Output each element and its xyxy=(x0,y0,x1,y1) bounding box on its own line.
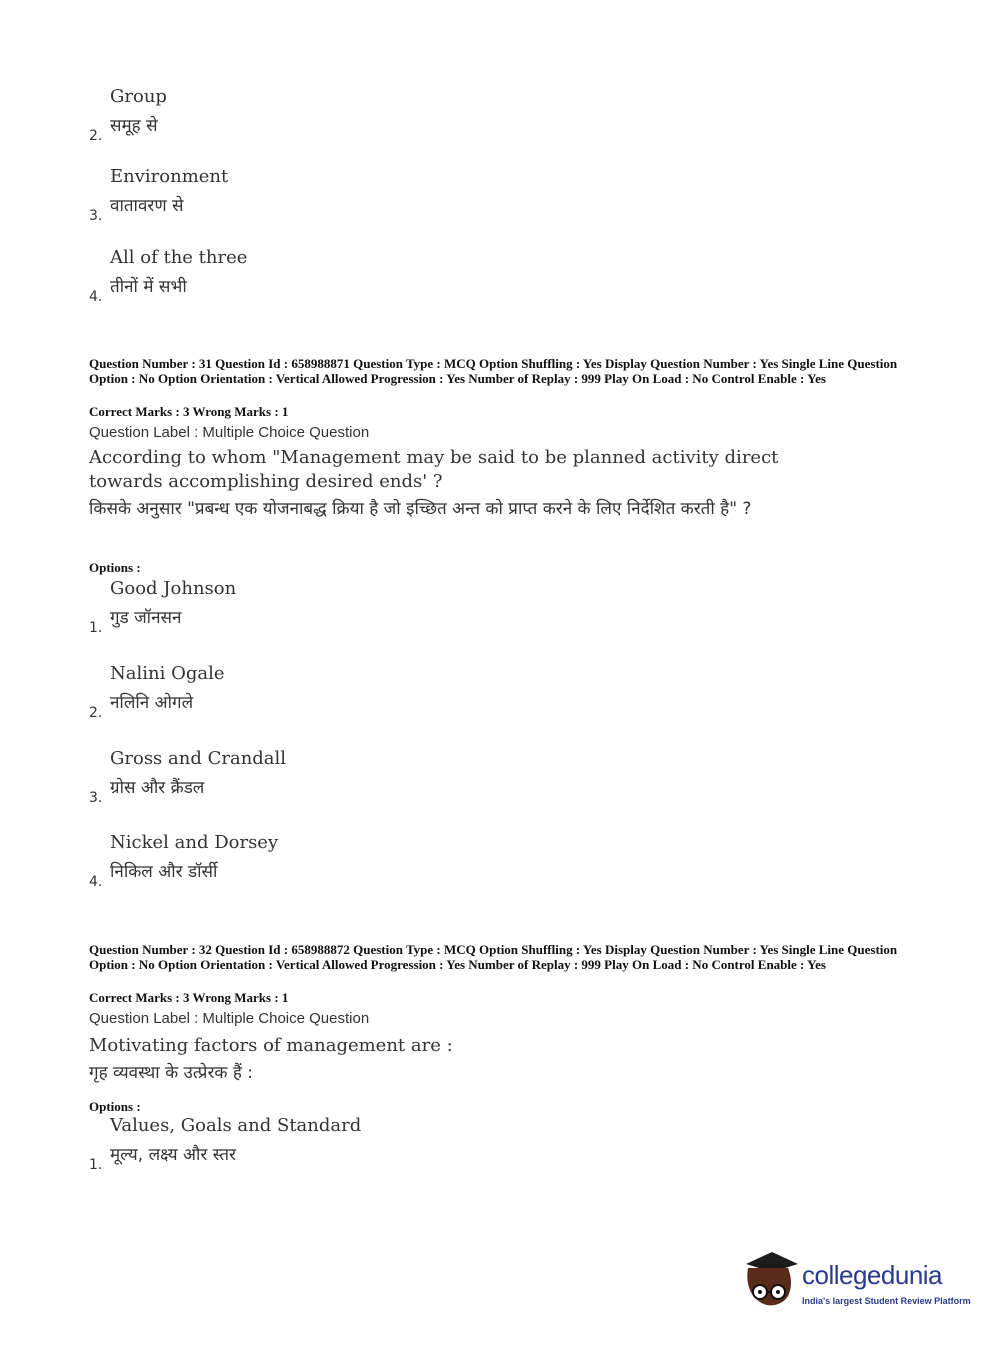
logo-brand: collegedunia xyxy=(802,1260,943,1290)
option-text-en: Values, Goals and Standard xyxy=(110,1115,362,1136)
option-number: 2. xyxy=(89,705,103,721)
option-number: 2. xyxy=(89,128,103,144)
option-text-hi: तीनों में सभी xyxy=(110,277,187,297)
question-31-marks: Correct Marks : 3 Wrong Marks : 1 xyxy=(89,404,289,419)
option-text-en: Good Johnson xyxy=(110,578,237,599)
option-text-en: Nickel and Dorsey xyxy=(110,832,279,853)
option-number: 3. xyxy=(89,208,103,224)
question-32-label: Question Label : Multiple Choice Question xyxy=(89,1010,370,1027)
option-text-en: Nalini Ogale xyxy=(110,663,225,684)
option-text-en: Environment xyxy=(110,166,229,187)
option-text-hi: गुड जॉनसन xyxy=(110,608,182,628)
option-text-en: Group xyxy=(110,86,167,107)
logo-tagline: India's largest Student Review Platform xyxy=(802,1296,971,1306)
question-32-meta: Question Number : 32 Question Id : 658988872 Question Type : MCQ Option Shuffling : Yes Display Question Number : Yes Single Line Question Option : No Option Orientation : Vertical Allowed Progression : Yes Number of Replay : 999 Play On Load : No Control Enable : Yes xyxy=(89,942,898,972)
option-text-hi: समूह से xyxy=(110,116,158,136)
question-32-text-hi: गृह व्यवस्था के उत्प्रेरक हैं : xyxy=(89,1063,254,1083)
option-text-en: Gross and Crandall xyxy=(110,748,287,769)
option-text-en: All of the three xyxy=(110,247,248,268)
option-text-hi: ग्रोस और क्रैंडल xyxy=(110,778,205,798)
question-32-options-heading: Options : xyxy=(89,1099,141,1114)
question-31-options-heading: Options : xyxy=(89,560,141,575)
mascot-icon xyxy=(742,1250,800,1312)
option-text-hi: वातावरण से xyxy=(110,196,184,216)
option-text-hi: मूल्य, लक्ष्य और स्तर xyxy=(110,1145,236,1165)
question-31-meta: Question Number : 31 Question Id : 658988871 Question Type : MCQ Option Shuffling : Yes Display Question Number : Yes Single Line Question Option : No Option Orientation : Vertical Allowed Progression : Yes Number of Replay : 999 Play On Load : No Control Enable : Yes xyxy=(89,356,898,386)
option-number: 3. xyxy=(89,790,103,806)
option-number: 1. xyxy=(89,1157,103,1173)
question-32-marks: Correct Marks : 3 Wrong Marks : 1 xyxy=(89,990,289,1005)
question-31-text-en: According to whom "Management may be said to be planned activity direct towards accomplishing desired ends' ? xyxy=(89,447,779,492)
option-number: 4. xyxy=(89,874,103,890)
question-32-text-en: Motivating factors of management are : xyxy=(89,1035,453,1056)
collegedunia-logo xyxy=(742,1250,972,1310)
option-text-hi: नलिनि ओगले xyxy=(110,693,194,713)
option-text-hi: निकिल और डॉर्सी xyxy=(110,862,218,882)
question-31-label: Question Label : Multiple Choice Question xyxy=(89,424,370,441)
question-31-text-hi: किसके अनुसार "प्रबन्ध एक योजनाबद्ध क्रिया है जो इच्छित अन्त को प्राप्त करने के लिए निर्देशित करती है" ? xyxy=(89,499,752,519)
option-number: 1. xyxy=(89,620,103,636)
option-number: 4. xyxy=(89,289,103,305)
